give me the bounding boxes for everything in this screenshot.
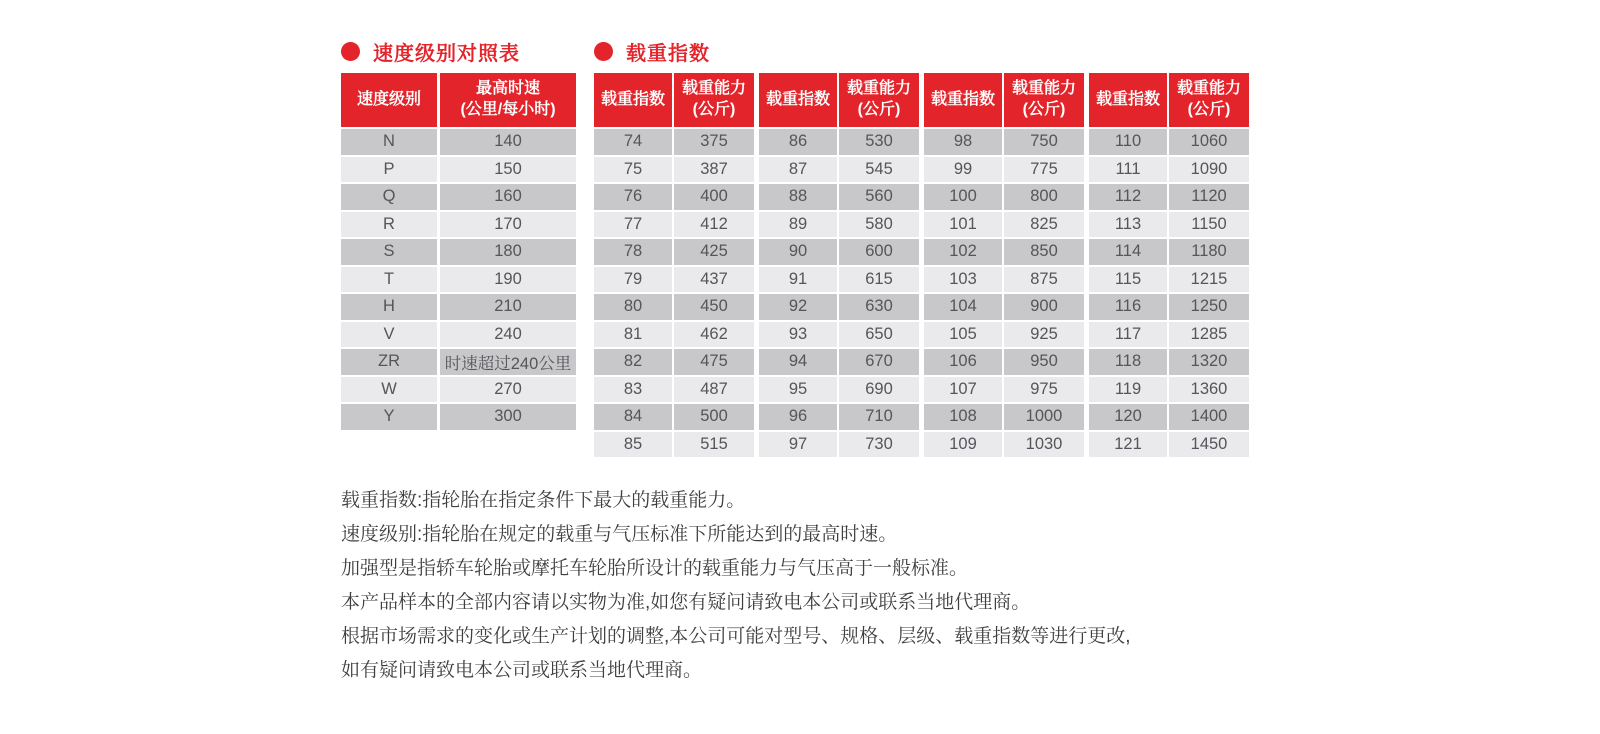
load-index-cell: 103 [924,267,1002,293]
load-capacity-cell: 615 [839,267,919,293]
load-capacity-cell: 580 [839,212,919,238]
speed-max-header-line1: 最高时速 [475,80,540,98]
load-index-cell: 118 [1089,349,1167,375]
speed-rating-cell: R [341,212,437,238]
load-capacity-header [674,73,754,127]
load-index-cell: 83 [594,377,672,403]
load-capacity-cell: 387 [674,157,754,183]
speed-max-header-line2: (公里/每小时) [460,101,556,118]
load-table-group [594,73,754,457]
load-capacity-cell: 875 [1004,267,1084,293]
load-index-cell: 82 [594,349,672,375]
load-index-cell: 95 [759,377,837,403]
load-capacity-cell: 650 [839,322,919,348]
speed-rating-cell: Q [341,184,437,210]
load-capacity-cell: 515 [674,432,754,458]
load-capacity-cell: 850 [1004,239,1084,265]
load-capacity-cell: 1180 [1169,239,1249,265]
load-capacity-cell: 900 [1004,294,1084,320]
load-capacity-cell: 487 [674,377,754,403]
load-capacity-cell: 630 [839,294,919,320]
load-index-cell: 91 [759,267,837,293]
load-index-cell: 81 [594,322,672,348]
speed-rating-cell: ZR [341,349,437,375]
load-index-cell: 113 [1089,212,1167,238]
load-capacity-cell: 950 [1004,349,1084,375]
load-index-cell: 93 [759,322,837,348]
load-capacity-cell: 1030 [1004,432,1084,458]
speed-table [341,73,576,430]
load-capacity-cell: 925 [1004,322,1084,348]
load-index-cell: 105 [924,322,1002,348]
speed-rating-header: 速度级别 [341,73,437,127]
speed-value-cell: 170 [440,212,576,238]
load-index-cell: 116 [1089,294,1167,320]
load-capacity-cell: 450 [674,294,754,320]
load-capacity-cell: 1090 [1169,157,1249,183]
load-index-cell: 107 [924,377,1002,403]
load-index-cell: 86 [759,129,837,155]
load-capacity-cell: 600 [839,239,919,265]
speed-value-cell: 时速超过240公里 [440,349,576,375]
load-capacity-cell: 775 [1004,157,1084,183]
load-index-cell: 84 [594,404,672,430]
speed-section-title-text: 速度级别对照表 [373,43,520,65]
load-capacity-cell: 400 [674,184,754,210]
speed-value-cell: 240 [440,322,576,348]
note-line: 速度级别:指轮胎在规定的载重与气压标准下所能达到的最高时速。 [341,524,898,545]
load-index-cell: 117 [1089,322,1167,348]
load-index-cell: 102 [924,239,1002,265]
load-index-cell: 87 [759,157,837,183]
speed-rating-cell: W [341,377,437,403]
load-capacity-cell: 462 [674,322,754,348]
red-bullet-icon [341,42,360,61]
load-index-header: 载重指数 [924,73,1002,127]
load-capacity-cell: 412 [674,212,754,238]
load-capacity-cell: 1120 [1169,184,1249,210]
load-capacity-cell: 1450 [1169,432,1249,458]
load-capacity-cell: 1150 [1169,212,1249,238]
speed-rating-cell: P [341,157,437,183]
load-capacity-cell: 710 [839,404,919,430]
load-index-cell: 98 [924,129,1002,155]
load-capacity-header-line1: 载重能力 [846,80,911,98]
load-index-cell: 76 [594,184,672,210]
load-table-groups [594,73,1249,457]
load-capacity-cell: 1320 [1169,349,1249,375]
notes [341,487,1131,691]
load-capacity-cell: 437 [674,267,754,293]
load-index-cell: 104 [924,294,1002,320]
load-capacity-header-line2: (公斤) [692,101,736,118]
load-capacity-cell: 750 [1004,129,1084,155]
speed-rating-cell: T [341,267,437,293]
load-table-group [759,73,919,457]
load-index-cell: 110 [1089,129,1167,155]
load-index-header: 载重指数 [759,73,837,127]
speed-rating-cell: S [341,239,437,265]
load-index-cell: 120 [1089,404,1167,430]
load-index-cell: 111 [1089,157,1167,183]
load-capacity-header [1169,73,1249,127]
load-index-cell: 74 [594,129,672,155]
load-capacity-cell: 375 [674,129,754,155]
load-capacity-cell: 975 [1004,377,1084,403]
speed-value-cell: 270 [440,377,576,403]
load-index-cell: 119 [1089,377,1167,403]
load-index-cell: 90 [759,239,837,265]
load-capacity-cell: 425 [674,239,754,265]
note-line: 载重指数:指轮胎在指定条件下最大的载重能力。 [341,490,746,511]
load-capacity-header [1004,73,1084,127]
speed-value-cell: 300 [440,404,576,430]
load-index-cell: 92 [759,294,837,320]
load-capacity-cell: 730 [839,432,919,458]
load-index-cell: 85 [594,432,672,458]
speed-max-header [440,73,576,127]
load-index-cell: 115 [1089,267,1167,293]
speed-value-cell: 180 [440,239,576,265]
load-index-cell: 75 [594,157,672,183]
load-capacity-cell: 475 [674,349,754,375]
load-capacity-cell: 800 [1004,184,1084,210]
note-line: 本产品样本的全部内容请以实物为准,如您有疑问请致电本公司或联系当地代理商。 [341,592,1031,613]
speed-value-cell: 140 [440,129,576,155]
load-capacity-cell: 825 [1004,212,1084,238]
load-capacity-header-line1: 载重能力 [1176,80,1241,98]
load-capacity-header-line1: 载重能力 [1011,80,1076,98]
load-capacity-cell: 1250 [1169,294,1249,320]
load-capacity-header-line2: (公斤) [1187,101,1231,118]
load-index-section [594,41,1249,457]
load-index-cell: 97 [759,432,837,458]
load-index-cell: 100 [924,184,1002,210]
load-capacity-cell: 1000 [1004,404,1084,430]
load-capacity-cell: 670 [839,349,919,375]
speed-rating-cell: Y [341,404,437,430]
load-capacity-cell: 1400 [1169,404,1249,430]
load-index-cell: 94 [759,349,837,375]
load-section-title [594,41,1249,65]
load-index-cell: 77 [594,212,672,238]
load-index-cell: 121 [1089,432,1167,458]
note-line: 根据市场需求的变化或生产计划的调整,本公司可能对型号、规格、层级、载重指数等进行更改, [341,626,1131,647]
speed-value-cell: 160 [440,184,576,210]
red-bullet-icon [594,42,613,61]
load-table-group [1089,73,1249,457]
load-capacity-cell: 1360 [1169,377,1249,403]
load-index-cell: 108 [924,404,1002,430]
speed-rating-cell: N [341,129,437,155]
load-index-cell: 106 [924,349,1002,375]
load-capacity-header-line2: (公斤) [1022,101,1066,118]
load-index-cell: 80 [594,294,672,320]
load-index-cell: 112 [1089,184,1167,210]
load-index-cell: 114 [1089,239,1167,265]
speed-section-title [341,41,576,65]
note-line: 加强型是指轿车轮胎或摩托车轮胎所设计的载重能力与气压高于一般标准。 [341,558,969,579]
load-capacity-cell: 530 [839,129,919,155]
speed-rating-cell: V [341,322,437,348]
load-capacity-header [839,73,919,127]
speed-value-cell: 190 [440,267,576,293]
load-index-cell: 109 [924,432,1002,458]
load-capacity-cell: 500 [674,404,754,430]
load-index-cell: 78 [594,239,672,265]
load-table-group [924,73,1084,457]
speed-rating-cell: H [341,294,437,320]
load-index-cell: 101 [924,212,1002,238]
load-capacity-cell: 1285 [1169,322,1249,348]
load-capacity-cell: 1060 [1169,129,1249,155]
load-index-cell: 88 [759,184,837,210]
load-index-header: 载重指数 [594,73,672,127]
speed-rating-section [341,41,576,430]
load-capacity-header-line2: (公斤) [857,101,901,118]
load-capacity-cell: 690 [839,377,919,403]
speed-value-cell: 210 [440,294,576,320]
load-capacity-header-line1: 载重能力 [681,80,746,98]
load-capacity-cell: 560 [839,184,919,210]
load-index-cell: 99 [924,157,1002,183]
load-index-cell: 89 [759,212,837,238]
load-capacity-cell: 1215 [1169,267,1249,293]
speed-value-cell: 150 [440,157,576,183]
load-capacity-cell: 545 [839,157,919,183]
load-index-header: 载重指数 [1089,73,1167,127]
load-index-cell: 79 [594,267,672,293]
load-section-title-text: 载重指数 [626,43,710,65]
load-index-cell: 96 [759,404,837,430]
note-line: 如有疑问请致电本公司或联系当地代理商。 [341,660,703,681]
